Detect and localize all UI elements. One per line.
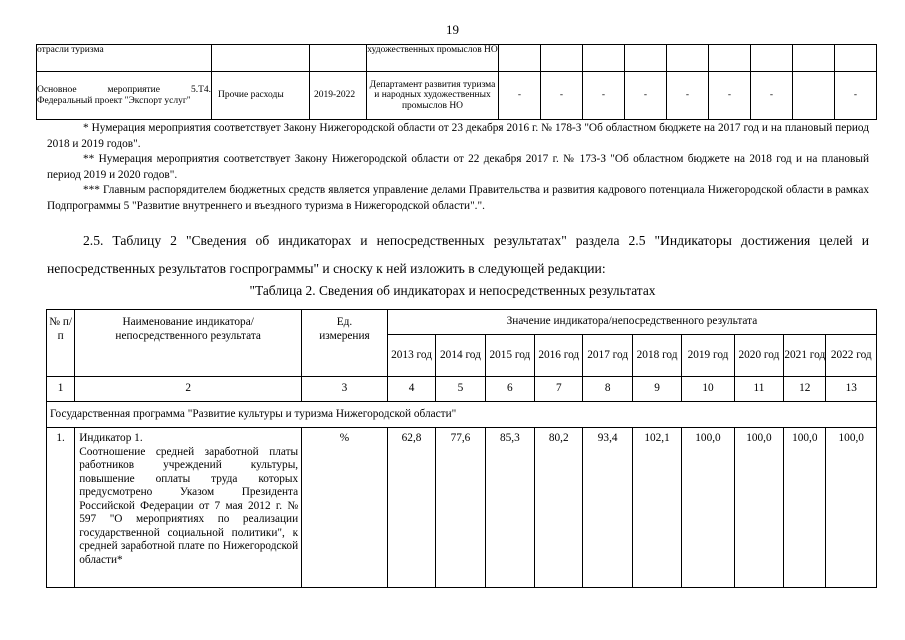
table-cell: - (835, 72, 877, 120)
table-cell: 2019-2022 (310, 72, 367, 120)
indicator-value: 100,0 (826, 428, 877, 588)
year-header: 2017 год (583, 335, 632, 377)
column-number: 7 (535, 377, 583, 402)
header-values-group: Значение индикатора/непосредственного результата (387, 310, 876, 335)
section-title: Государственная программа "Развитие культуры и туризма Нижегородской области" (47, 402, 877, 428)
page-number: 19 (446, 22, 459, 37)
table-cell (793, 72, 835, 120)
column-number: 1 (47, 377, 75, 402)
year-header: 2013 год (387, 335, 435, 377)
table-cell: - (583, 72, 625, 120)
header-num: № п/п (47, 310, 75, 377)
table-row (47, 428, 877, 588)
table-cell: - (751, 72, 793, 120)
table-caption: "Таблица 2. Сведения об индикаторах и непосредственных результатах (249, 283, 656, 298)
header-unit: Ед. измерения (302, 310, 388, 377)
table-cell: - (499, 72, 541, 120)
table-cell: отрасли туризма (37, 45, 212, 72)
year-header: 2021 год (784, 335, 826, 377)
column-number: 2 (75, 377, 302, 402)
indicator-description: Соотношение средней заработной платы работников учреждений культуры, повышение оплаты труда которых предусмотрено Указом Президента Российской Федерации от 7 мая 2012 г. № 597 "О мероприятиях по реализации государственной социальной политики", к средней заработной плате по Нижегородской области* (79, 445, 299, 566)
table-cell: Департамент развития туризма и народных художественных промыслов НО (367, 72, 499, 120)
column-number: 5 (436, 377, 485, 402)
footnote-1: * Нумерация мероприятия соответствует Закону Нижегородской области от 23 декабря 2016 г. № 178-З "Об областном бюджете на 2017 год и на плановый период 2018 и 2019 годов". (47, 122, 869, 150)
amendment-paragraph: 2.5. Таблицу 2 "Сведения об индикаторах и непосредственных результатах" раздела 2.5 "Индикаторы достижения целей и непосредственных результатов госпрограммы" и сноску к ней изложить в следующей редакции: (47, 233, 869, 276)
column-numbers-row (47, 377, 877, 402)
table-cell: Основное мероприятие 5.Т4. Федеральный проект "Экспорт услуг" (37, 72, 212, 120)
indicator-value: 100,0 (734, 428, 783, 588)
column-number: 13 (826, 377, 877, 402)
year-header: 2019 год (682, 335, 734, 377)
indicator-value: 80,2 (535, 428, 583, 588)
indicator-value: 100,0 (682, 428, 734, 588)
header-name: Наименование индикатора/непосредственного результата (75, 310, 302, 377)
column-number: 8 (583, 377, 632, 402)
indicator-value: 85,3 (485, 428, 534, 588)
column-number: 4 (387, 377, 435, 402)
footnote-2: ** Нумерация мероприятия соответствует Закону Нижегородской области от 22 декабря 2017 г. № 173-З "Об областном бюджете на 2018 год и на плановый период 2019 и 2020 годов". (47, 153, 869, 181)
indicator-value: 102,1 (632, 428, 681, 588)
table-cell: - (541, 72, 583, 120)
year-header: 2015 год (485, 335, 534, 377)
column-number: 11 (734, 377, 783, 402)
header-row (47, 310, 877, 335)
indicator-value: 100,0 (784, 428, 826, 588)
indicator-unit: % (302, 428, 388, 588)
indicator-value: 62,8 (387, 428, 435, 588)
indicator-value: 93,4 (583, 428, 632, 588)
year-header: 2020 год (734, 335, 783, 377)
table-cell: - (667, 72, 709, 120)
table-cell: - (625, 72, 667, 120)
year-header: 2014 год (436, 335, 485, 377)
column-number: 10 (682, 377, 734, 402)
column-number: 3 (302, 377, 388, 402)
indicator-value: 77,6 (436, 428, 485, 588)
indicator-title: Индикатор 1. (79, 432, 143, 444)
indicators-table (46, 309, 877, 588)
table-cell: художественных промыслов НО (367, 45, 499, 72)
year-header: 2018 год (632, 335, 681, 377)
footnote-3: *** Главным распорядителем бюджетных средств является управление делами Правительства и развития кадрового потенциала Нижегородской области в рамках Подпрограммы 5 "Развитие внутреннего и въездного туризма в Нижегородской области".". (47, 184, 869, 212)
table-cell: - (709, 72, 751, 120)
year-header: 2016 год (535, 335, 583, 377)
budget-table-fragment (36, 44, 877, 120)
column-number: 9 (632, 377, 681, 402)
indicator-name (75, 428, 302, 588)
indicator-number: 1. (47, 428, 75, 588)
year-header: 2022 год (826, 335, 877, 377)
table-row (37, 72, 877, 120)
section-row (47, 402, 877, 428)
table-row (37, 45, 877, 72)
column-number: 6 (485, 377, 534, 402)
column-number: 12 (784, 377, 826, 402)
table-cell: Прочие расходы (212, 72, 310, 120)
